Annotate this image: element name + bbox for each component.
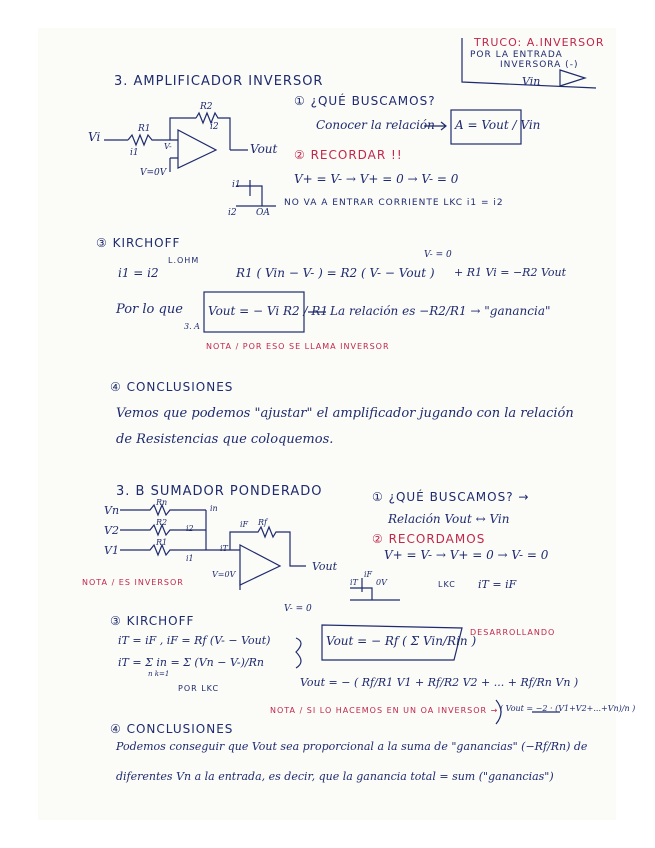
kirchoff-heading-summer: ③ KIRCHOFF <box>110 614 195 628</box>
inverter-reference: 3. A <box>184 322 200 331</box>
kirchoff-heading-inverter: ③ KIRCHOFF <box>96 236 181 250</box>
conclusions-heading-inverter: ④ CONCLUSIONES <box>110 380 234 394</box>
relation-gain-text: La relación es −R2/R1 → "ganancia" <box>330 304 551 318</box>
desarrollando-label: DESARROLLANDO <box>470 628 556 637</box>
summer-label-in: in <box>210 504 218 513</box>
gain-formula: A = Vout / Vin <box>455 118 541 132</box>
circuit-label-r1: R1 <box>138 124 151 134</box>
node2-label-it: iT <box>350 578 358 587</box>
summer-kirchoff-eq2: iT = Σ in = Σ (Vn − V-)/Rn <box>118 656 264 669</box>
node2-label-lkc: LKC <box>438 580 456 589</box>
summer-label-r1: R1 <box>156 538 168 547</box>
summer-question-text: Relación Vout ↔ Vin <box>388 512 510 526</box>
circuit-label-i2: i2 <box>210 122 219 132</box>
section-title-summer: 3. B SUMADOR PONDERADO <box>116 484 323 499</box>
node-label-i1: i1 <box>232 180 241 190</box>
summer-label-v2: V2 <box>104 524 119 537</box>
summer-label-r2: R2 <box>156 518 168 527</box>
summer-label-vout: Vout <box>312 560 338 573</box>
header-note-line3: INVERSORA (-) <box>500 60 579 70</box>
kirchoff-eq-currents: i1 = i2 <box>118 266 159 280</box>
recordamos-formula: V+ = V- → V+ = 0 → V- = 0 <box>384 548 549 562</box>
conclusions-heading-summer: ④ CONCLUSIONES <box>110 722 234 736</box>
summer-label-i1: i1 <box>186 554 194 563</box>
inverter-nota: NOTA / POR ESO SE LLAMA INVERSOR <box>206 342 390 351</box>
summer-conclusion-line2: diferentes Vn a la entrada, es decir, que la ganancia total = sum ("ganancias") <box>116 770 554 783</box>
summer-label-rn: Rn <box>156 498 168 507</box>
inverter-conclusion-line1: Vemos que podemos "ajustar" el amplificador jugando con la relación <box>116 406 574 421</box>
summer-label-it: iT <box>220 544 228 553</box>
circuit-label-vout: Vout <box>250 142 278 156</box>
node2-equation: iT = iF <box>478 578 517 591</box>
summer-vzero: V- = 0 <box>284 604 312 614</box>
recordar-formula: V+ = V- → V+ = 0 → V- = 0 <box>294 172 459 186</box>
ohm-law-label: L.OHM <box>168 256 200 265</box>
circuit-label-i1: i1 <box>130 148 139 158</box>
summer-label-i2: i2 <box>186 524 194 533</box>
summer-opamp <box>240 545 280 585</box>
section-title-inverter: 3. AMPLIFICADOR INVERSOR <box>114 74 324 89</box>
summer-result-formula: Vout = − Rf ( Σ Vin/Rin ) <box>326 634 477 648</box>
summer-nota: NOTA / ES INVERSOR <box>82 578 184 587</box>
summer-label-rf: Rf <box>258 518 267 527</box>
inverter-circuit-wires <box>104 113 248 172</box>
node-label-i2: i2 <box>228 208 237 218</box>
node2-label-ov: 0V <box>376 578 387 587</box>
header-note-vin: Vin <box>522 75 541 88</box>
header-note-line1: TRUCO: A.INVERSOR <box>474 36 605 49</box>
header-note-line2: POR LA ENTRADA <box>470 50 563 60</box>
circuit-label-vzero: V=0V <box>140 168 167 178</box>
kirchoff-vzero: V- = 0 <box>424 250 452 260</box>
circuit-label-vi: Vi <box>88 130 101 144</box>
summer-conclusion-line1: Podemos conseguir que Vout sea proporcional a la suma de "ganancias" (−Rf/Rn) de <box>116 740 588 753</box>
summer-nota2: NOTA / SI LO HACEMOS EN UN OA INVERSOR → <box>270 706 499 715</box>
circuit-label-r2: R2 <box>200 102 213 112</box>
node2-label-if: iF <box>364 570 373 579</box>
por-lo-que-text: Por lo que <box>116 302 183 317</box>
node-label-oa: OA <box>256 208 270 218</box>
question-1-summer: ① ¿QUÉ BUSCAMOS? → <box>372 490 530 504</box>
recordamos-heading: ② RECORDAMOS <box>372 532 486 546</box>
inverter-conclusion-line2: de Resistencias que coloquemos. <box>116 432 334 447</box>
summer-vout-alt: ( Vout = −2 · (V1+V2+...+Vn)/n ) <box>500 704 636 713</box>
summer-label-v1: V1 <box>104 544 119 557</box>
summer-sum-limits: n k=1 <box>148 670 170 678</box>
recordar-heading: ② RECORDAR !! <box>294 148 403 162</box>
circuit-label-vminus: V- <box>164 142 172 151</box>
kirchoff-eq-result: + R1 Vi = −R2 Vout <box>454 266 567 279</box>
por-lkc-label: POR LKC <box>178 684 220 693</box>
question-1-inverter: ① ¿QUÉ BUSCAMOS? <box>294 94 436 108</box>
inverter-opamp <box>178 130 216 168</box>
question-1-text: Conocer la relación <box>316 118 435 132</box>
no-current-note: NO VA A ENTRAR CORRIENTE LKC i1 = i2 <box>284 198 504 208</box>
summer-label-vn: Vn <box>104 504 120 517</box>
summer-kirchoff-eq1: iT = iF , iF = Rf (V- − Vout) <box>118 634 271 647</box>
summer-label-vzero: V=0V <box>212 570 236 579</box>
kirchoff-eq-ohm: R1 ( Vin − V- ) = R2 ( V- − Vout ) <box>236 266 435 280</box>
summer-expanded-formula: Vout = − ( Rf/R1 V1 + Rf/R2 V2 + ... + Rf/Rn Vn ) <box>300 676 579 689</box>
inverter-result-formula: Vout = − Vi R2 / R1 <box>208 304 329 318</box>
summer-label-if: iF <box>240 520 249 529</box>
